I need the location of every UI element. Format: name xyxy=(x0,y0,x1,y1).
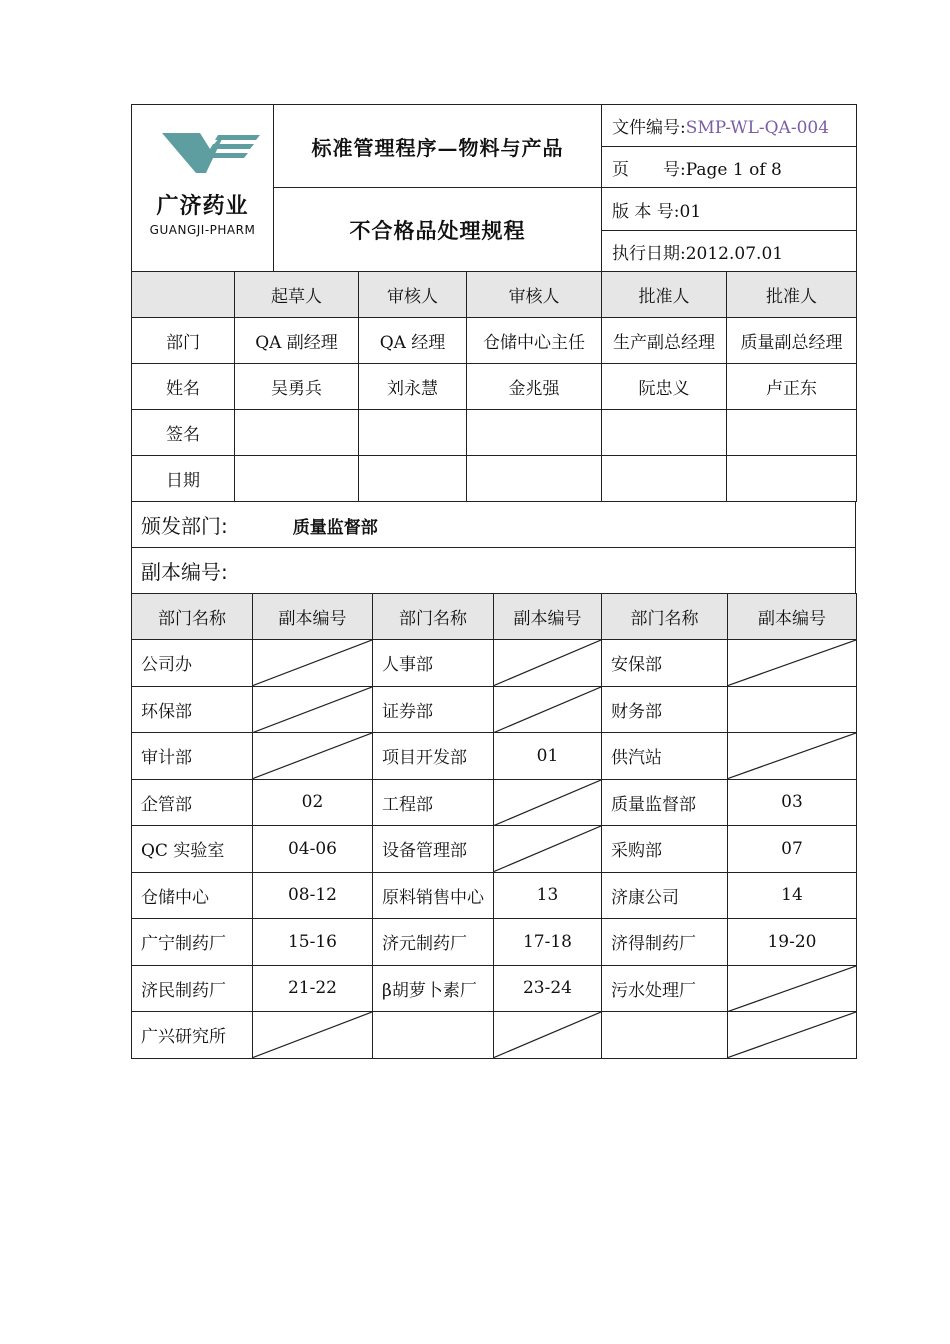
issue-table xyxy=(131,501,856,594)
department-name-cell: 审计部 xyxy=(132,733,253,780)
copy-number-cell: 21-22 xyxy=(253,965,373,1012)
date-field[interactable] xyxy=(467,456,602,502)
table-row xyxy=(132,919,857,966)
department-name-cell: 济元制药厂 xyxy=(373,919,494,966)
logo-english-text: GUANGJI-PHARM xyxy=(149,223,256,237)
department-name-cell: 广宁制药厂 xyxy=(132,919,253,966)
copy-number-cell: 03 xyxy=(728,779,857,826)
diagonal-strike-icon xyxy=(253,1012,372,1058)
table-row xyxy=(132,1012,857,1059)
date-field[interactable] xyxy=(359,456,467,502)
department-name-cell: 企管部 xyxy=(132,779,253,826)
table-cell: 阮忠义 xyxy=(602,364,727,410)
copy-number-row xyxy=(132,548,856,594)
department-name-cell: 证券部 xyxy=(373,686,494,733)
copy-number-cell: 14 xyxy=(728,872,857,919)
copy-number-cell: 19-20 xyxy=(728,919,857,966)
copy-number-struck-cell xyxy=(494,1012,602,1059)
department-name-cell: QC 实验室 xyxy=(132,826,253,873)
table-row xyxy=(132,640,857,687)
page-number-label: 页 号: xyxy=(612,159,686,180)
department-name-cell: 工程部 xyxy=(373,779,494,826)
diagonal-strike-icon xyxy=(494,640,601,686)
version-label: 版 本 号: xyxy=(612,201,680,222)
department-name-cell: 供汽站 xyxy=(602,733,728,780)
approval-col-header: 审核人 xyxy=(467,272,602,318)
signature-field[interactable] xyxy=(602,410,727,456)
row-label: 日期 xyxy=(132,456,235,502)
page-number-value: Page 1 of 8 xyxy=(685,159,782,180)
exec-date-cell xyxy=(602,231,857,272)
approval-col-header: 批准人 xyxy=(727,272,857,318)
document-page xyxy=(131,104,856,1059)
table-cell: 卢正东 xyxy=(727,364,857,410)
header-table xyxy=(131,104,857,272)
table-cell: QA 经理 xyxy=(359,318,467,364)
department-name-cell: 环保部 xyxy=(132,686,253,733)
table-row xyxy=(132,686,857,733)
approval-row-signature xyxy=(132,410,857,456)
department-name-cell: 安保部 xyxy=(602,640,728,687)
copy-number-struck-cell xyxy=(253,1012,373,1059)
diagonal-strike-icon xyxy=(494,826,601,872)
copy-number-cell: 13 xyxy=(494,872,602,919)
exec-date-label: 执行日期: xyxy=(612,243,686,264)
approval-table xyxy=(131,271,857,502)
department-name-cell: 项目开发部 xyxy=(373,733,494,780)
copy-number-label: 副本编号: xyxy=(141,560,228,584)
dist-col-header: 部门名称 xyxy=(132,594,253,640)
department-name-cell: 广兴研究所 xyxy=(132,1012,253,1059)
dist-col-header: 副本编号 xyxy=(728,594,857,640)
copy-number-cell: 23-24 xyxy=(494,965,602,1012)
department-name-cell xyxy=(602,1012,728,1059)
copy-number-cell: 04-06 xyxy=(253,826,373,873)
copy-number-struck-cell xyxy=(728,1012,857,1059)
table-row xyxy=(132,733,857,780)
issuing-department-label: 颁发部门: xyxy=(141,514,228,538)
department-name-cell: 仓储中心 xyxy=(132,872,253,919)
approval-header-row xyxy=(132,272,857,318)
company-logo-icon xyxy=(162,131,262,177)
approval-row-department xyxy=(132,318,857,364)
row-label: 签名 xyxy=(132,410,235,456)
department-name-cell: 采购部 xyxy=(602,826,728,873)
document-category-title: 标准管理程序—物料与产品 xyxy=(274,105,602,188)
table-cell: 金兆强 xyxy=(467,364,602,410)
doc-number-cell xyxy=(602,105,857,147)
signature-field[interactable] xyxy=(235,410,359,456)
diagonal-strike-icon xyxy=(728,733,856,779)
diagonal-strike-icon xyxy=(253,640,372,686)
approval-row-date xyxy=(132,456,857,502)
copy-number-cell: 08-12 xyxy=(253,872,373,919)
approval-row-name xyxy=(132,364,857,410)
date-field[interactable] xyxy=(235,456,359,502)
department-name-cell: 济民制药厂 xyxy=(132,965,253,1012)
department-name-cell: β胡萝卜素厂 xyxy=(373,965,494,1012)
version-cell xyxy=(602,188,857,231)
copy-number-struck-cell xyxy=(728,965,857,1012)
table-row xyxy=(132,826,857,873)
table-cell: QA 副经理 xyxy=(235,318,359,364)
copy-number-struck-cell xyxy=(494,640,602,687)
copy-number-cell: 01 xyxy=(494,733,602,780)
date-field[interactable] xyxy=(602,456,727,502)
department-name-cell: 污水处理厂 xyxy=(602,965,728,1012)
department-name-cell: 济得制药厂 xyxy=(602,919,728,966)
table-cell: 刘永慧 xyxy=(359,364,467,410)
diagonal-strike-icon xyxy=(253,687,372,733)
approval-col-header: 批准人 xyxy=(602,272,727,318)
copy-number-struck-cell xyxy=(253,640,373,687)
signature-field[interactable] xyxy=(727,410,857,456)
table-cell: 仓储中心主任 xyxy=(467,318,602,364)
copy-number-cell: 07 xyxy=(728,826,857,873)
copy-number-struck-cell xyxy=(728,733,857,780)
document-title: 不合格品处理规程 xyxy=(274,188,602,272)
department-name-cell: 人事部 xyxy=(373,640,494,687)
copy-number-struck-cell xyxy=(253,686,373,733)
department-name-cell: 财务部 xyxy=(602,686,728,733)
doc-number-label: 文件编号: xyxy=(612,118,686,138)
department-name-cell: 济康公司 xyxy=(602,872,728,919)
dist-col-header: 部门名称 xyxy=(373,594,494,640)
department-name-cell: 质量监督部 xyxy=(602,779,728,826)
dist-col-header: 部门名称 xyxy=(602,594,728,640)
distribution-table xyxy=(131,593,857,1059)
dist-col-header: 副本编号 xyxy=(494,594,602,640)
signature-field[interactable] xyxy=(359,410,467,456)
diagonal-strike-icon xyxy=(494,1012,601,1058)
department-name-cell: 原料销售中心 xyxy=(373,872,494,919)
issuing-department-row xyxy=(132,502,856,548)
table-row xyxy=(132,965,857,1012)
diagonal-strike-icon xyxy=(728,966,856,1012)
department-name-cell xyxy=(373,1012,494,1059)
copy-number-cell: 15-16 xyxy=(253,919,373,966)
signature-field[interactable] xyxy=(467,410,602,456)
logo-chinese-text: 广济药业 xyxy=(156,194,249,219)
issuing-department-value: 质量监督部 xyxy=(292,518,378,538)
diagonal-strike-icon xyxy=(494,780,601,826)
table-cell: 生产副总经理 xyxy=(602,318,727,364)
date-field[interactable] xyxy=(727,456,857,502)
doc-number-value: SMP-WL-QA-004 xyxy=(685,118,830,138)
row-label: 姓名 xyxy=(132,364,235,410)
diagonal-strike-icon xyxy=(728,1012,856,1058)
copy-number-struck-cell xyxy=(494,779,602,826)
approval-corner-cell xyxy=(132,272,235,318)
version-value: 01 xyxy=(679,201,702,222)
logo-cell xyxy=(132,105,274,272)
diagonal-strike-icon xyxy=(728,640,856,686)
table-row xyxy=(132,872,857,919)
table-cell: 质量副总经理 xyxy=(727,318,857,364)
row-label: 部门 xyxy=(132,318,235,364)
copy-number-cell: 17-18 xyxy=(494,919,602,966)
department-name-cell: 公司办 xyxy=(132,640,253,687)
approval-col-header: 审核人 xyxy=(359,272,467,318)
copy-number-struck-cell xyxy=(494,686,602,733)
copy-number-struck-cell xyxy=(253,733,373,780)
exec-date-value: 2012.07.01 xyxy=(685,243,784,264)
approval-col-header: 起草人 xyxy=(235,272,359,318)
distribution-header-row xyxy=(132,594,857,640)
dist-col-header: 副本编号 xyxy=(253,594,373,640)
department-name-cell: 设备管理部 xyxy=(373,826,494,873)
table-row xyxy=(132,779,857,826)
copy-number-cell: 02 xyxy=(253,779,373,826)
page-number-cell xyxy=(602,147,857,188)
copy-number-struck-cell xyxy=(728,640,857,687)
copy-number-struck-cell xyxy=(494,826,602,873)
diagonal-strike-icon xyxy=(494,687,601,733)
diagonal-strike-icon xyxy=(253,733,372,779)
table-cell: 吴勇兵 xyxy=(235,364,359,410)
copy-number-cell xyxy=(728,686,857,733)
